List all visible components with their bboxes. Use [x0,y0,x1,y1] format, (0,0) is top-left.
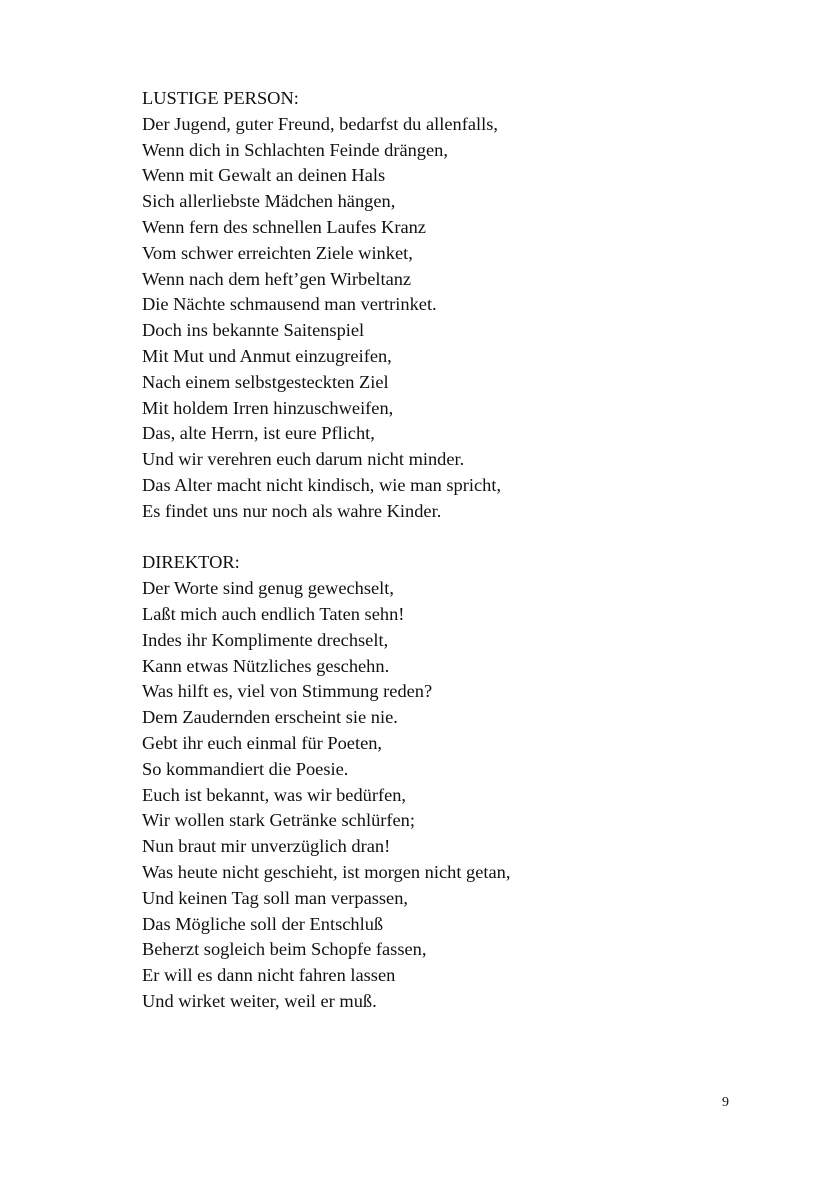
verse-line: Doch ins bekannte Saitenspiel [142,320,365,341]
verse-line: Was heute nicht geschieht, ist morgen nicht getan, [142,861,511,882]
text-body [142,86,782,1015]
speech-lustige-person [142,86,782,525]
verse-line: Sich allerliebste Mädchen hängen, [142,191,396,212]
verse-line: Mit Mut und Anmut einzugreifen, [142,345,392,366]
verse-line: Das Mögliche soll der Entschluß [142,913,384,934]
verse-line: Gebt ihr euch einmal für Poeten, [142,732,383,753]
verse-line: Er will es dann nicht fahren lassen [142,965,396,986]
verse-line: Wir wollen stark Getränke schlürfen; [142,810,415,831]
verse-line: Und wir verehren euch darum nicht minder. [142,449,465,470]
speaker-name: DIREKTOR: [142,552,240,573]
verse-line: Euch ist bekannt, was wir bedürfen, [142,784,407,805]
page-number: 9 [722,1095,729,1110]
verse-line: Nach einem selbstgesteckten Ziel [142,371,389,392]
verse-line: So kommandiert die Poesie. [142,758,349,779]
verse-line: Und keinen Tag soll man verpassen, [142,887,408,908]
verse-line: Es findet uns nur noch als wahre Kinder. [142,500,442,521]
verse-line: Nun braut mir unverzüglich dran! [142,836,391,857]
verse-line: Wenn nach dem heft’gen Wirbeltanz [142,268,412,289]
verse-line: Laßt mich auch endlich Taten sehn! [142,603,405,624]
verse-line: Was hilft es, viel von Stimmung reden? [142,681,433,702]
verse-line: Dem Zaudernden erscheint sie nie. [142,707,398,728]
verse-line: Das, alte Herrn, ist eure Pflicht, [142,423,375,444]
verse-line: Wenn dich in Schlachten Feinde drängen, [142,139,448,160]
verse-line: Das Alter macht nicht kindisch, wie man spricht, [142,474,502,495]
speech-direktor [142,550,782,1014]
verse-line: Der Worte sind genug gewechselt, [142,578,394,599]
verse-line: Die Nächte schmausend man vertrinket. [142,294,437,315]
verse-line: Wenn mit Gewalt an deinen Hals [142,165,386,186]
speaker-name: LUSTIGE PERSON: [142,88,299,108]
verse-line: Indes ihr Komplimente drechselt, [142,629,389,650]
verse-line: Beherzt sogleich beim Schopfe fassen, [142,939,427,960]
verse-line: Und wirket weiter, weil er muß. [142,990,377,1011]
verse-line: Der Jugend, guter Freund, bedarfst du allenfalls, [142,113,498,134]
verse-line: Vom schwer erreichten Ziele winket, [142,242,413,263]
verse-line: Wenn fern des schnellen Laufes Kranz [142,216,426,237]
verse-line: Mit holdem Irren hinzuschweifen, [142,397,394,418]
verse-line: Kann etwas Nützliches geschehn. [142,655,390,676]
